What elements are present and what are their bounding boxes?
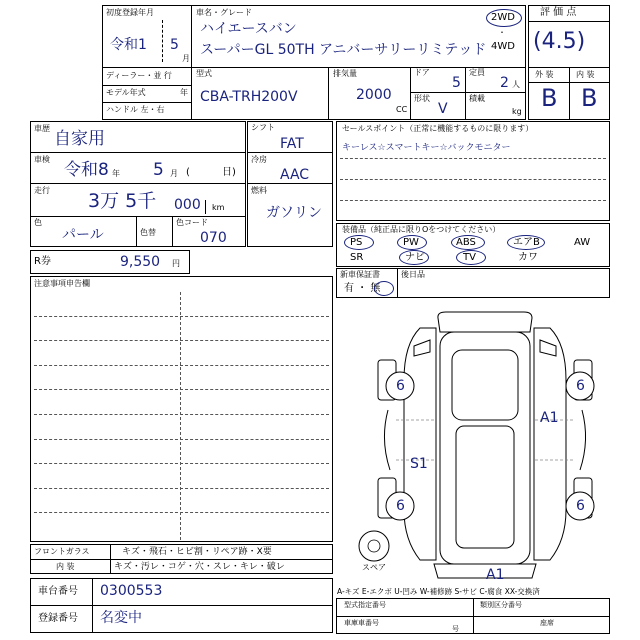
handle-label: ハンドル 左・右 xyxy=(106,105,165,114)
mark-rear: A1 xyxy=(486,567,505,583)
mark-wheel-rr: 6 xyxy=(576,498,585,514)
equip-sr: SR xyxy=(350,252,364,263)
equip-leather: カワ xyxy=(518,252,538,263)
class-label: 類別区分番号 xyxy=(480,601,522,609)
score-value: (4.5) xyxy=(533,29,586,54)
model-year-unit: 年 xyxy=(180,88,188,97)
damage-legend: A-キズ E-エクボ U-凹み W-補修跡 S-サビ C-腐食 XX-交換済 xyxy=(337,587,540,596)
door-label: ドア xyxy=(414,68,430,77)
equip-navi: ナビ xyxy=(405,252,425,263)
interior-row-label: 内 装 xyxy=(56,562,75,571)
registration-label: 登録番号 xyxy=(38,613,78,624)
notes-label: 注意事項申告欄 xyxy=(34,279,90,288)
displacement-label: 排気量 xyxy=(333,69,357,78)
equipment-label: 装備品（純正品に限りΟをつけてください） xyxy=(342,225,501,234)
inspection-label: 車検 xyxy=(34,155,50,164)
cert-label: 型式指定番号 xyxy=(344,601,386,609)
chassis-no-label: 車庫車番号 xyxy=(344,619,379,627)
exterior-label: 外 装 xyxy=(535,70,554,79)
type-label: 型式 xyxy=(196,69,212,78)
shift-value: FAT xyxy=(280,136,304,152)
car-label: 車名・グレード xyxy=(196,8,252,17)
capacity-unit: 人 xyxy=(512,80,520,89)
fuel-value: ガソリン xyxy=(266,205,322,221)
inspection-day-unit: 日) xyxy=(222,167,236,178)
equip-abs: ABS xyxy=(456,237,476,248)
color-code-value: 070 xyxy=(200,230,227,246)
usage-label: 車歴 xyxy=(34,124,50,133)
warranty-label: 新車保証書 xyxy=(340,270,380,279)
chassis-label: 車台番号 xyxy=(38,586,78,597)
usage-value: 自家用 xyxy=(54,129,105,149)
mark-wheel-fl: 6 xyxy=(396,378,405,394)
interior-score: B xyxy=(581,84,598,112)
shift-label: シフト xyxy=(251,123,275,132)
ac-label: 冷房 xyxy=(251,155,267,164)
month-unit: 月 xyxy=(182,54,190,63)
interior-legend: キズ・汚レ・コゲ・穴・スレ・キレ・破レ xyxy=(114,562,285,572)
fuel-label: 燃料 xyxy=(251,186,267,195)
recycle-value: 9,550 xyxy=(120,254,161,270)
mileage-value: 3万 5千 xyxy=(88,190,157,212)
dealer-label: ディーラー・並 行 xyxy=(106,71,172,80)
inspection-month-unit: 月 xyxy=(170,169,178,178)
shape-value: V xyxy=(438,101,448,117)
displacement-value: 2000 xyxy=(356,87,392,103)
drive-2wd: 2WD xyxy=(491,12,515,23)
sales-line-1: キーレス☆スマートキー☆バックモニター xyxy=(342,143,511,153)
mark-wheel-fr: 6 xyxy=(576,378,585,394)
inspection-era: 令和8 xyxy=(64,160,109,180)
cc-unit: CC xyxy=(396,105,408,114)
seat-label: 座席 xyxy=(540,619,554,627)
color-swap-label: 色替 xyxy=(140,228,156,237)
color-value: パール xyxy=(62,227,104,243)
interior-label: 内 装 xyxy=(576,70,595,79)
mark-left-side: S1 xyxy=(410,456,428,472)
front-glass-label: フロントガラス xyxy=(34,547,90,556)
equip-airbag: エアB xyxy=(513,237,540,248)
capacity-value: 2 xyxy=(500,75,509,91)
refit-label: 後日品 xyxy=(401,270,425,279)
mileage-tail: 000 xyxy=(174,197,201,213)
color-label: 色 xyxy=(34,218,42,227)
score-label: 評 価 点 xyxy=(540,7,577,18)
shape-label: 形状 xyxy=(414,94,430,103)
capacity-label: 定員 xyxy=(469,68,485,77)
equip-ps: PS xyxy=(350,237,363,248)
front-glass-legend: キズ・飛石・ヒビ割・リペア跡・X要 xyxy=(122,547,272,557)
type-value: CBA-TRH200V xyxy=(200,89,298,105)
first-reg-label: 初度登録年月 xyxy=(106,8,154,17)
chassis-no-unit: 号 xyxy=(452,625,459,633)
car-grade: スーパーGL 50TH アニバーサリーリミテッド xyxy=(200,42,487,58)
equip-aw: AW xyxy=(574,237,591,248)
inspection-paren: ( xyxy=(186,167,190,178)
inspection-year-unit: 年 xyxy=(112,169,120,178)
ac-value: AAC xyxy=(280,167,310,183)
equip-tv: TV xyxy=(463,252,476,263)
chassis-value: 0300553 xyxy=(100,583,163,599)
warranty-value: 有 ・ 無 xyxy=(344,283,381,294)
exterior-score: B xyxy=(541,84,558,112)
inspection-month: 5 xyxy=(153,160,164,180)
model-year-label: モデル年式 xyxy=(106,88,146,97)
recycle-unit: 円 xyxy=(172,259,180,268)
km-unit: km xyxy=(212,203,225,212)
first-reg-era: 令和1 xyxy=(110,37,147,53)
spare-label: スペア xyxy=(362,563,386,572)
recycle-label: R券 xyxy=(34,256,51,267)
car-name: ハイエースバン xyxy=(200,21,297,37)
door-value: 5 xyxy=(452,75,461,91)
equip-pw: PW xyxy=(403,237,419,248)
registration-value: 名変中 xyxy=(100,610,142,626)
drive-dot: ・ xyxy=(498,28,506,37)
first-reg-month: 5 xyxy=(170,37,179,53)
drive-4wd: 4WD xyxy=(491,41,515,52)
mileage-label: 走行 xyxy=(34,186,50,195)
color-code-label: 色コード xyxy=(176,218,208,227)
load-label: 積載 xyxy=(469,94,485,103)
kg-unit: kg xyxy=(512,107,522,116)
sales-label: セールスポイント（正常に機能するものに限ります） xyxy=(342,124,534,133)
mark-right-side: A1 xyxy=(540,410,559,426)
mark-wheel-rl: 6 xyxy=(396,498,405,514)
